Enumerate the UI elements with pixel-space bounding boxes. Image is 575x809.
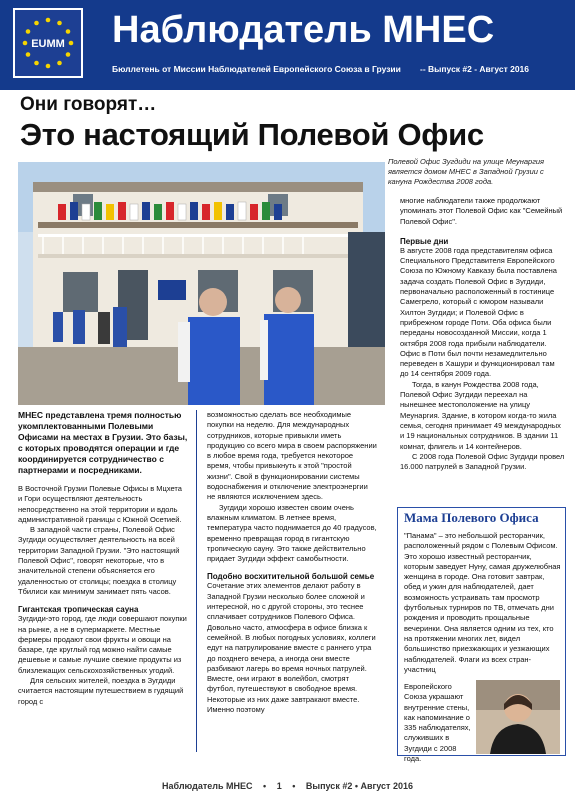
nunu-portrait [476, 680, 560, 754]
sidebar-text: "Панама" – это небольшой ресторанчик, расположенный рядом с Полевым Офисом. Это хорошо известный ресторанчик, которым заведует Нуну, самая дружелюбная женщина в городе. Она готовит завтрак, обед и ужин для наблюдателей, дает возможность устраивать там просмотр футбольных турниров по ТВ, отмечать дни рождения и проводить прощальные вечеринки. Она является одним из тех, кто на протяжении многих лет, видел большинство приезжающих и уезжающих наблюдателей. Флаги из всех стран-участниц [404, 531, 561, 674]
right-lead: многие наблюдатели также продолжают упоминать этот Полевой Офис как "Семейный Полевой Офис". [400, 196, 563, 226]
footer-bullet-1: • [263, 781, 267, 791]
right-paragraph-3: С 2008 года Полевой Офис Зугдиди провел 16.000 патрулей в Западной Грузии. [400, 451, 565, 472]
col1-paragraph-1: В Восточной Грузии Полевые Офисы в Мцхета и Гори осуществляют деятельность непосредственно на этой территории и вдоль административной границы с Южной Осетией. [18, 484, 182, 524]
footer-bullet-2: • [292, 781, 296, 791]
intro-paragraph: МНЕС представлена тремя полностью укомплектованными Полевыми Офисами на местах в Грузии. Это базы, с которых проводятся операции и где координируется сотрудничество с партнерами и посредниками. [18, 410, 188, 475]
col1-paragraph-4: Для сельских жителей, поездка в Зугдиди считается настоящим путешествием в гудящий город с [18, 676, 184, 706]
field-office-photo [18, 162, 385, 405]
newsletter-subtitle: Бюллетень от Миссии Наблюдателей Европейского Союза в Грузии [112, 64, 401, 74]
footer-newsletter-name: Наблюдатель МНЕС [162, 781, 253, 791]
sidebar-text-continued: Европейского Союза украшают внутренние стены, как напоминание о 335 наблюдателях, служивших в Зугдиди с 2008 года. [404, 682, 471, 764]
col2-paragraph-2: Зугдиди хорошо известен своим очень влажным климатом. В летнее время, температура часто поднимается до 40 градусов, временно превращая город в гигантскую тропическую сауну. Это также действительно придает Зугдиди эффект самобытности. [207, 502, 377, 564]
right-paragraph-2: Тогда, в канун Рождества 2008 года, Полевой Офис Зугдиди переехал на нынешнее местоположение на улицу Меунаргия. Здание, в котором когда-то жила семья, сегодня принимает 49 международных и 19 национальных сотрудников. В здании 11 комнат, флигель и 14 контейнеров. [400, 379, 561, 451]
newsletter-title: Наблюдатель МНЕС [112, 9, 495, 51]
article-headline: Это настоящий Полевой Офис [20, 117, 484, 152]
col1-paragraph-3: Зугдиди-это город, где люди совершают покупки на рынке, а не в супермаркете. Местные фермеры продают свои фрукты и овощи на базаре, где круглый год можно найти самые дешевые и самые лучшие свежие продукты из близлежащих сельскохозяйственных угодий. [18, 614, 187, 675]
section-heading-first-days: Первые дни [400, 236, 449, 246]
column-divider [196, 410, 197, 752]
footer-issue: Выпуск #2 • Август 2016 [305, 781, 413, 791]
section-heading-family: Подобно восхитительной большой семье [207, 572, 375, 582]
col1-paragraph-2: В западной части страны, Полевой Офис Зугдиди осуществляет деятельность на всей территории Западной Грузии. "Это настоящий Полевой Офис", говорят некоторые, что в значительной степени объясняется его удаленностью от столицы; поездка в столицу Тбилиси как минимум занимает пять часов. [18, 525, 180, 596]
right-paragraph-1: В августе 2008 года представителям офиса Специального Представителя Европейского Союза по Южному Кавказу была поставлена задача создать Полевой Офис в Зугдиди, первоначально расположенный в гостинице Самегрело, который с юмором называли Хилтон Зугдиди; и Полевой Офис в прибрежном городе Поти. Оба офиса были переданы новосозданной Миссии, когда 1 октября 2008 года прибыли наблюдатели. Офис в Поти был почти незамедлительно переведен в Хашури и функционировал там до 14 сентября 2009 года. [400, 245, 557, 379]
column-1 [18, 410, 188, 707]
column-2 [207, 410, 377, 715]
col2-paragraph-3: Сочетание этих элементов делают работу в Западной Грузии несколько более сложной и интересной, но с другой стороны, это теснее сплачивает сотрудников Полевого Офиса. Довольно часто, атмосфера в офисе близка к семейной. В любых погодных условиях, коллеги едут на патрулирование вместе с раннего утра до позднего вечера, а иногда они вместе разбивают лагерь во время ночных патрулей. Вместе, они играют в волейбол, смотрят футбол, путешествуют в свободное время. Некоторые из них даже завтракают вместе. Именно поэтому [207, 581, 376, 715]
article-kicker: Они говорят… [20, 94, 157, 115]
col2-paragraph-1: возможностью сделать все необходимые покупки на неделю. Для международных сотрудников, которые привыкли иметь продукцию со всего мира в своем распоряжении в любое время года, требуется некоторое время, чтобы привыкнуть к этой "простой жизни". Свой в функционировании системы водоснабжения и отключение электроэнергии не являются исключением здесь. [207, 410, 377, 502]
section-heading-sauna: Гигантская тропическая сауна [18, 605, 139, 615]
logo-text: EUMM [31, 38, 65, 50]
issue-label: -- Выпуск #2 - Август 2016 [420, 64, 530, 74]
photo-caption: Полевой Офис Зугдиди на улице Меунаргия является домом МНЕС в Западной Грузии с кануна Рождества 2008 года. [388, 157, 545, 186]
footer-page-number: 1 [276, 781, 282, 791]
right-column [400, 196, 565, 472]
eumm-logo [13, 8, 83, 78]
page-footer [0, 781, 575, 791]
sidebar-title: Мама Полевого Офиса [404, 510, 539, 525]
